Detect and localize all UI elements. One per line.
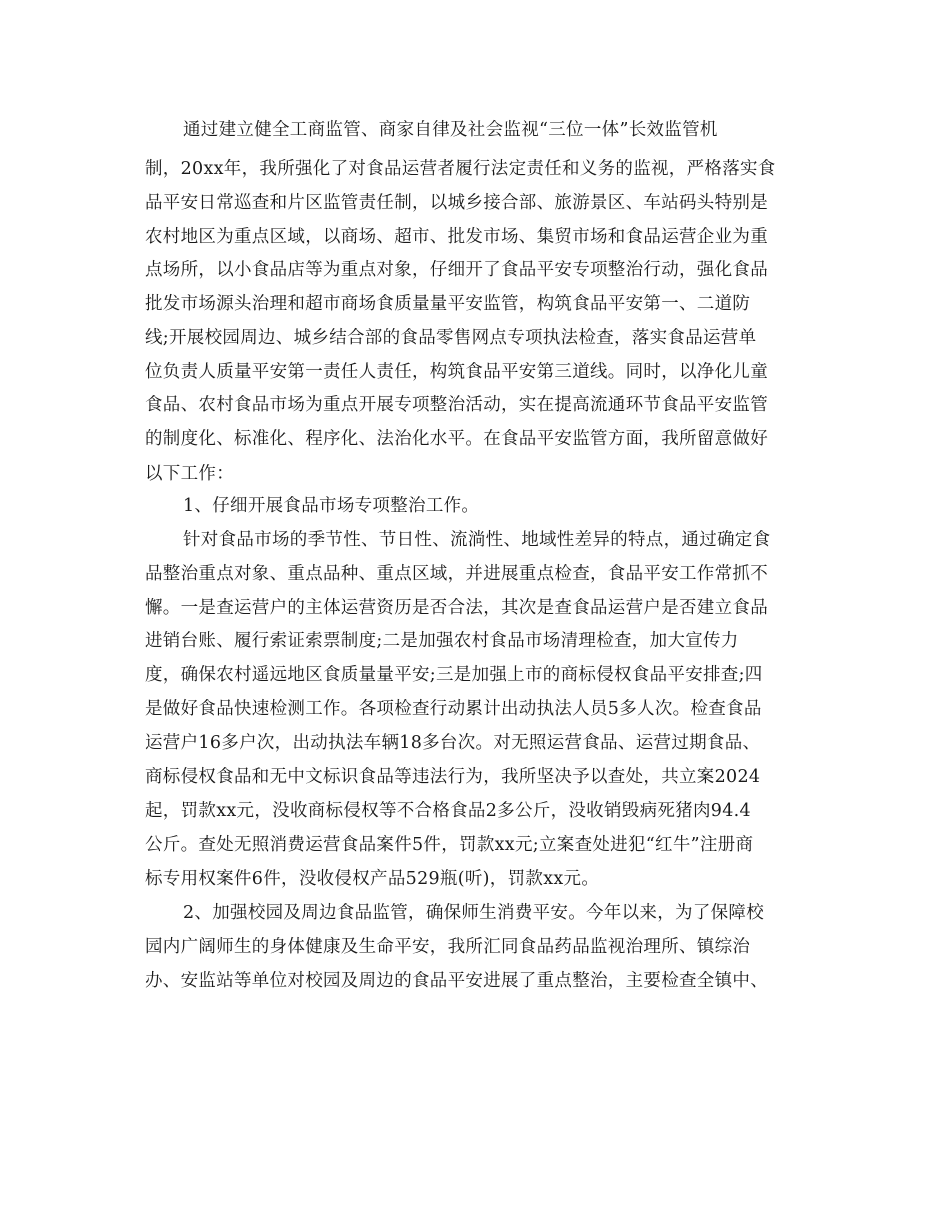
text-line: 是做好食品快速检测工作。各项检查行动累计出动执法人员5多人次。检查食品 bbox=[145, 699, 762, 719]
text-line: 办、安监站等单位对校园及周边的食品平安进展了重点整治，主要检查全镇中、 bbox=[145, 971, 768, 991]
text-line: 针对食品市场的季节性、节日性、流淌性、地域性差异的特点，通过确定食 bbox=[183, 530, 771, 550]
text-line: 的制度化、标准化、程序化、法治化水平。在食品平安监管方面，我所留意做好 bbox=[145, 429, 768, 449]
text-line: 批发市场源头治理和超市商场食质量量平安监管，构筑食品平安第一、二道防 bbox=[145, 294, 751, 314]
text-line: 公斤。查处无照消费运营食品案件5件，罚款xx元;立案查处进犯“红牛”注册商 bbox=[145, 835, 754, 855]
text-line: 标专用权案件6件，没收侵权产品529瓶(听)，罚款xx元。 bbox=[145, 869, 600, 889]
text-line: 进销台账、履行索证索票制度;二是加强农村食品市场清理检查，加大宣传力 bbox=[145, 631, 739, 651]
text-line: 运营户16多户次，出动执法车辆18多台次。对无照运营食品、运营过期食品、 bbox=[145, 733, 761, 753]
text-line: 商标侵权食品和无中文标识食品等违法行为，我所坚决予以查处，共立案2024 bbox=[145, 767, 761, 787]
text-line: 1、仔细开展食品市场专项整治工作。 bbox=[183, 496, 480, 516]
text-line: 通过建立健全工商监管、商家自律及社会监视“三位一体”长效监管机 bbox=[183, 120, 718, 140]
text-line: 点场所，以小食品店等为重点对象，仔细开了食品平安专项整治行动，强化食品 bbox=[145, 260, 768, 280]
text-line: 起，罚款xx元，没收商标侵权等不合格食品2多公斤，没收销毁病死猪肉94.4 bbox=[145, 801, 751, 821]
text-line: 品平安日常巡查和片区监管责任制，以城乡接合部、旅游景区、车站码头特别是 bbox=[145, 193, 768, 213]
text-line: 位负责人质量平安第一责任人责任，构筑食品平安第三道线。同时，以净化儿童 bbox=[145, 362, 768, 382]
text-line: 2、加强校园及周边食品监管，确保师生消费平安。今年以来，为了保障校 bbox=[183, 903, 765, 923]
text-line: 制，20xx年，我所强化了对食品运营者履行法定责任和义务的监视，严格落实食 bbox=[145, 159, 776, 179]
text-line: 品整治重点对象、重点品种、重点区域，并进展重点检查，食品平安工作常抓不 bbox=[145, 564, 768, 584]
text-line: 园内广阔师生的身体健康及生命平安，我所汇同食品药品监视治理所、镇综治 bbox=[145, 937, 751, 957]
text-line: 农村地区为重点区域，以商场、超市、批发市场、集贸市场和食品运营企业为重 bbox=[145, 227, 768, 247]
text-line: 以下工作： bbox=[145, 464, 234, 484]
text-line: 度，确保农村遥远地区食质量量平安;三是加强上市的商标侵权食品平安排查;四 bbox=[145, 665, 763, 685]
text-line: 懈。一是查运营户的主体运营资历是否合法，其次是查食品运营户是否建立食品 bbox=[145, 598, 768, 618]
text-line: 线;开展校园周边、城乡结合部的食品零售网点专项执法检查，落实食品运营单 bbox=[145, 328, 757, 348]
text-line: 食品、农村食品市场为重点开展专项整治活动，实在提高流通环节食品平安监管 bbox=[145, 395, 768, 415]
